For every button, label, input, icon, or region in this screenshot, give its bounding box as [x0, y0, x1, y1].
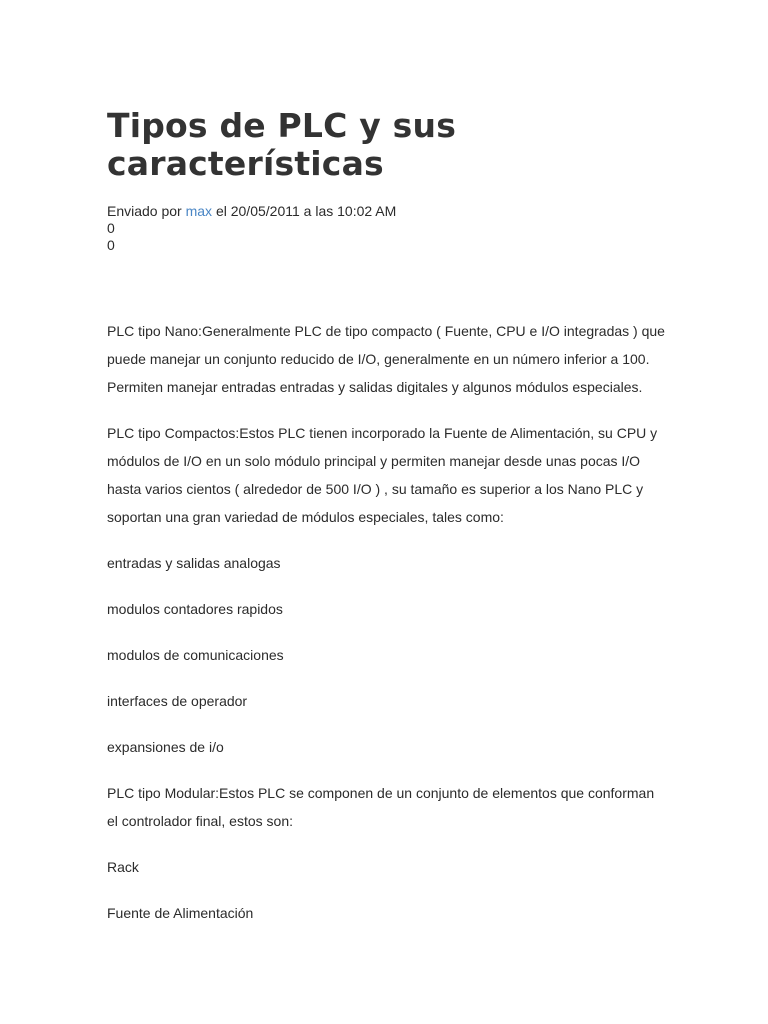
- counter-1: 0: [107, 220, 115, 236]
- list-item: expansiones de i/o: [107, 739, 224, 755]
- meta-prefix: Enviado por: [107, 203, 186, 219]
- list-item: interfaces de operador: [107, 693, 248, 709]
- paragraph-plc-nano: PLC tipo Nano:Generalmente PLC de tipo compacto ( Fuente, CPU e I/O integradas ) que puede manejar un conjunto reducido de I/O, generalmente en un número inferior a 100. Permiten manejar entradas entradas y salidas digitales y algunos módulos especiales.: [107, 323, 665, 395]
- post-meta: [107, 203, 668, 220]
- list-item: entradas y salidas analogas: [107, 555, 281, 571]
- list-item: modulos contadores rapidos: [107, 601, 283, 617]
- list-item: Rack: [107, 859, 139, 875]
- paragraph-plc-compactos: PLC tipo Compactos:Estos PLC tienen incorporado la Fuente de Alimentación, su CPU y módulos de I/O en un solo módulo principal y permiten manejar desde unas pocas I/O hasta varios cientos ( alrededor de 500 I/O ) , su tamaño es superior a los Nano PLC y soportan una gran variedad de módulos especiales, tales como:: [107, 425, 658, 525]
- article-title: Tipos de PLC y sus características: [107, 106, 457, 183]
- paragraph-plc-modular: PLC tipo Modular:Estos PLC se componen de un conjunto de elementos que conforman el controlador final, estos son:: [107, 785, 655, 829]
- article-body: [107, 317, 668, 927]
- counter-2: 0: [107, 237, 115, 253]
- author-link[interactable]: max: [185, 203, 213, 219]
- list-item: Fuente de Alimentación: [107, 905, 254, 921]
- list-item: modulos de comunicaciones: [107, 647, 284, 663]
- meta-date: el 20/05/2011 a las 10:02 AM: [212, 203, 397, 219]
